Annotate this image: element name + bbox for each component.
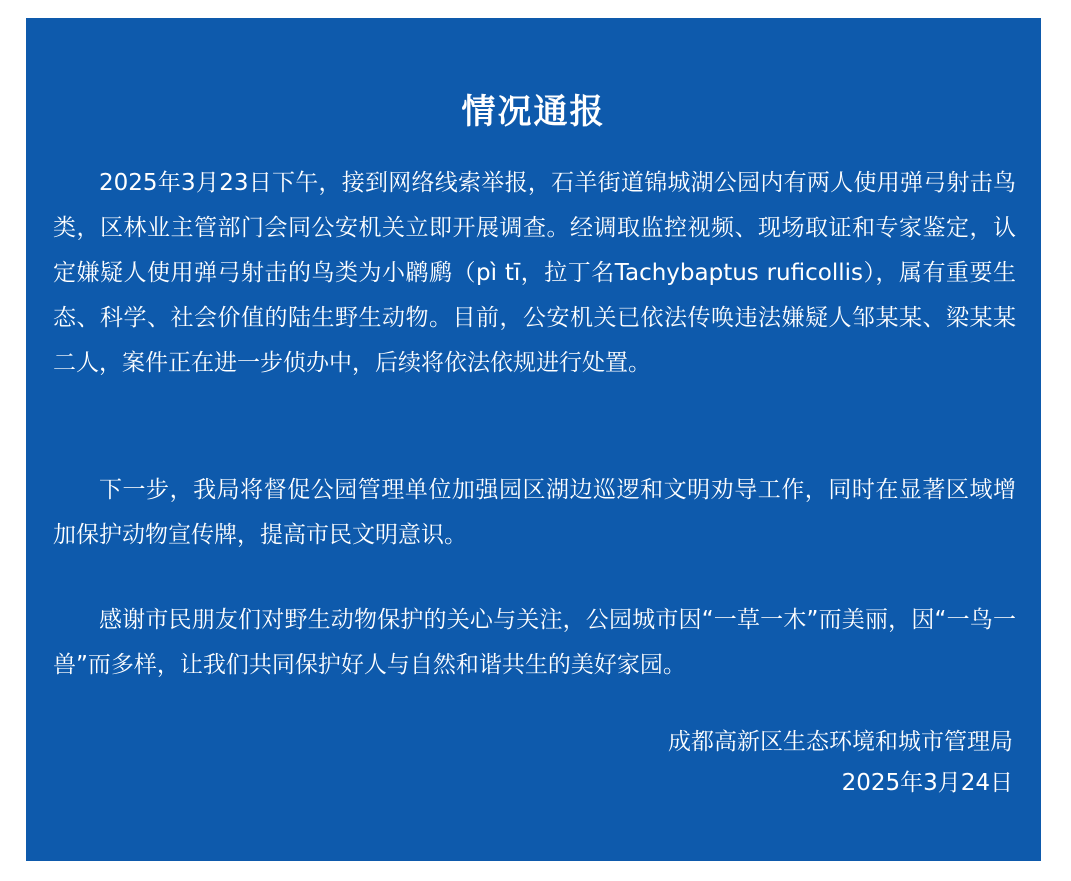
issue-date: 2025年3月24日 — [841, 770, 1013, 796]
notice-paragraph-next-steps: 下一步，我局将督促公园管理单位加强园区湖边巡逻和文明劝导工作，同时在显著区域增加保护动物宣传牌，提高市民文明意识。 — [53, 477, 1016, 548]
notice-title: 情况通报 — [461, 92, 606, 132]
signature-block — [668, 722, 1013, 804]
notice-panel — [26, 18, 1041, 861]
notice-paragraph-incident: 2025年3月23日下午，接到网络线索举报，石羊街道锦城湖公园内有两人使用弹弓射击鸟类，区林业主管部门会同公安机关立即开展调查。经调取监控视频、现场取证和专家鉴定，认定嫌疑人使用弹弓射击的鸟类为小䴙䴘（pì tī，拉丁名Tachybaptus ruficollis），属有重要生态、科学、社会价值的陆生野生动物。目前，公安机关已依法传唤违法嫌疑人邹某某、梁某某二人，案件正在进一步侦办中，后续将依法依规进行处置。 — [53, 170, 1016, 376]
issuer-name: 成都高新区生态环境和城市管理局 — [668, 729, 1013, 755]
notice-paragraph-thanks: 感谢市民朋友们对野生动物保护的关心与关注，公园城市因“一草一木”而美丽，因“一鸟一兽”而多样，让我们共同保护好人与自然和谐共生的美好家园。 — [53, 607, 1016, 678]
